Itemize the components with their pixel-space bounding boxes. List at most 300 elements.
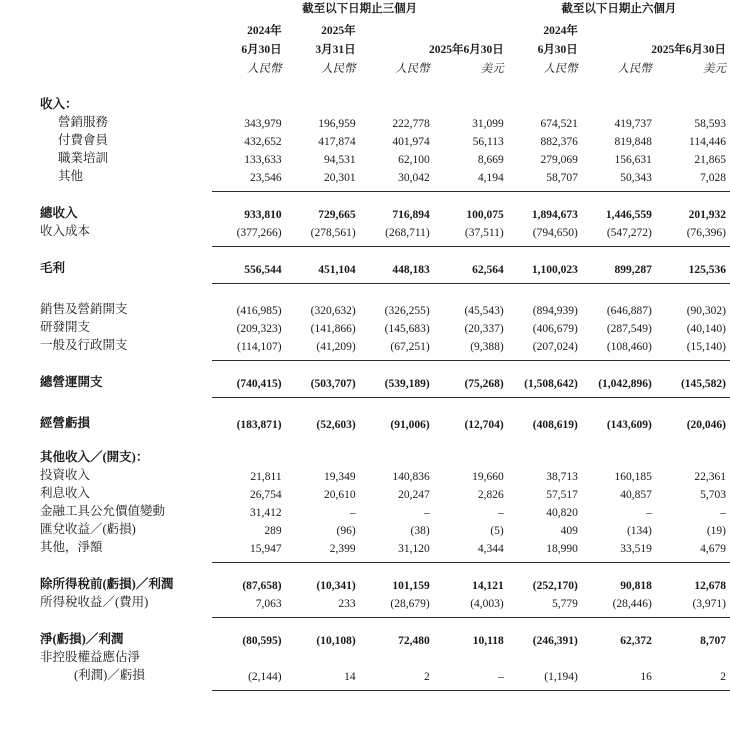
row-label-investment-income: 投資收入: [40, 468, 91, 482]
cell: (67,251): [390, 341, 430, 353]
cell: (377,266): [236, 227, 282, 239]
cell: 401,974: [392, 136, 430, 148]
row-label-interest-income: 利息收入: [40, 486, 91, 500]
spacer-cell: [0, 397, 730, 413]
cell: [286, 647, 360, 665]
header-currency-spacer: [0, 57, 212, 82]
cell: 160,185: [614, 471, 652, 483]
cell: 933,810: [244, 209, 282, 221]
cell: 2,826: [477, 489, 504, 501]
row-label-sales-marketing: 銷售及營銷開支: [40, 302, 128, 316]
cell: 38,713: [546, 471, 578, 483]
cell: 125,536: [688, 264, 726, 276]
row-label-total-opex: 總營運開支: [40, 375, 103, 389]
row-label-cost-of-revenue: 收入成本: [40, 224, 91, 238]
cell: [360, 94, 434, 112]
row-label-other-revenue: 其他: [58, 169, 84, 183]
header-currency-col6: 人民幣: [617, 63, 652, 75]
cell: (80,595): [242, 635, 282, 647]
row-label-operating-loss: 經營虧損: [40, 416, 91, 430]
spacer-cell: [0, 431, 730, 447]
cell: 56,113: [472, 136, 504, 148]
spacer-cell: [0, 191, 730, 203]
table-body: [0, 82, 730, 690]
table-header: [0, 0, 730, 82]
cell: (87,658): [242, 580, 282, 592]
cell: (40,140): [686, 323, 726, 335]
cell: (20,337): [464, 323, 504, 335]
cell: 94,531: [324, 154, 356, 166]
cell: 1,894,673: [531, 209, 578, 221]
rule-cell: [286, 555, 360, 562]
table-row: [0, 413, 730, 431]
rule-spacer: [0, 353, 212, 360]
rule-cell: [434, 555, 508, 562]
header-year-row: [0, 18, 730, 38]
cell: 62,564: [472, 264, 504, 276]
row-label-research-dev: 研發開支: [40, 320, 91, 334]
cell: (76,396): [686, 227, 726, 239]
cell: –: [498, 671, 504, 683]
cell: [434, 647, 508, 665]
cell: 26,754: [250, 489, 282, 501]
spacer-row: [0, 617, 730, 629]
spacer-cell: [0, 246, 730, 258]
cell: 4,679: [700, 543, 726, 555]
rule-cell: [434, 184, 508, 191]
cell: [434, 447, 508, 465]
rule-cell: [286, 610, 360, 617]
table-row: [0, 519, 730, 537]
cell: 20,301: [324, 172, 356, 184]
cell: 100,075: [466, 209, 504, 221]
cell: 72,480: [398, 635, 430, 647]
rule-cell: [212, 276, 286, 283]
cell: (320,632): [310, 305, 356, 317]
rule-cell: [656, 555, 730, 562]
spacer-cell: [0, 82, 730, 94]
cell: [508, 447, 582, 465]
rule-cell: [582, 390, 656, 397]
cell: (406,679): [532, 323, 578, 335]
cell: 31,099: [472, 118, 504, 130]
rule-cell: [360, 353, 434, 360]
cell: (145,683): [384, 323, 430, 335]
table-row: [0, 166, 730, 184]
cell: (28,679): [390, 598, 430, 610]
spacer-row: [0, 191, 730, 203]
cell: (15,140): [686, 341, 726, 353]
cell: (96): [336, 525, 356, 537]
table-row: [0, 130, 730, 148]
subtotal-rule: [0, 184, 730, 191]
cell: [508, 647, 582, 665]
row-label-nci-line2: (利潤)／虧損: [74, 668, 145, 682]
cell: (12,704): [464, 419, 504, 431]
table-row: [0, 221, 730, 239]
cell: 729,665: [318, 209, 356, 221]
row-label-fx-gain-loss: 匯兌收益／(虧損): [40, 522, 136, 536]
row-label-vocational-training: 職業培訓: [58, 151, 109, 165]
cell: 140,836: [392, 471, 430, 483]
cell: 7,063: [255, 598, 282, 610]
cell: 20,610: [324, 489, 356, 501]
cell: (143,609): [606, 419, 652, 431]
rule-cell: [582, 353, 656, 360]
spacer-row: [0, 360, 730, 372]
rule-cell: [582, 610, 656, 617]
row-label-paid-membership: 付費會員: [58, 133, 109, 147]
rule-cell: [212, 239, 286, 246]
cell: (90,302): [686, 305, 726, 317]
rule-cell: [212, 683, 286, 690]
rule-spacer: [0, 390, 212, 397]
rule-cell: [360, 276, 434, 283]
rule-cell: [434, 276, 508, 283]
table-row: [0, 629, 730, 647]
cell: (183,871): [236, 419, 282, 431]
rule-cell: [360, 390, 434, 397]
cell: 10,118: [472, 635, 504, 647]
table-row: [0, 501, 730, 519]
cell: (134): [626, 525, 652, 537]
cell: 279,069: [540, 154, 578, 166]
cell: (3,971): [692, 598, 726, 610]
cell: (1,042,896): [598, 378, 652, 390]
rule-cell: [212, 353, 286, 360]
cell: (141,866): [310, 323, 356, 335]
rule-spacer: [0, 610, 212, 617]
cell: 8,669: [477, 154, 504, 166]
cell: [582, 94, 656, 112]
cell: 21,865: [694, 154, 726, 166]
rule-cell: [508, 239, 582, 246]
cell: (646,887): [606, 305, 652, 317]
cell: 882,376: [540, 136, 578, 148]
rule-cell: [656, 276, 730, 283]
header-date-col5: 6月30日: [537, 44, 578, 56]
row-label-fair-value-change: 金融工具公允價值變動: [40, 504, 166, 518]
subtotal-rule: [0, 683, 730, 690]
spacer-row: [0, 246, 730, 258]
cell: 14: [344, 671, 356, 683]
cell: [286, 447, 360, 465]
header-year-col3: [360, 18, 434, 38]
rule-cell: [508, 276, 582, 283]
row-label-other-net: 其他，淨額: [40, 540, 103, 554]
cell: (38): [410, 525, 430, 537]
cell: 14,121: [472, 580, 504, 592]
cell: 62,372: [620, 635, 652, 647]
cell: 716,894: [392, 209, 430, 221]
header-group-six-months: 截至以下日期止六個月: [561, 3, 677, 15]
cell: (41,209): [316, 341, 356, 353]
row-label-nci-line1: 非控股權益應佔淨: [40, 650, 141, 664]
rule-spacer: [0, 555, 212, 562]
cell: 5,703: [700, 489, 726, 501]
cell: (4,003): [470, 598, 504, 610]
cell: –: [646, 507, 652, 519]
rule-cell: [508, 184, 582, 191]
cell: [434, 94, 508, 112]
cell: (503,707): [310, 378, 356, 390]
table-row: [0, 665, 730, 683]
rule-cell: [286, 390, 360, 397]
rule-spacer: [0, 683, 212, 690]
rule-cell: [656, 390, 730, 397]
cell: (5): [490, 525, 504, 537]
cell: 201,932: [688, 209, 726, 221]
rule-cell: [582, 276, 656, 283]
cell: 289: [264, 525, 282, 537]
cell: (10,341): [316, 580, 356, 592]
cell: 417,874: [318, 136, 356, 148]
cell: 40,857: [620, 489, 652, 501]
cell: [286, 94, 360, 112]
spacer-row: [0, 397, 730, 413]
cell: 15,947: [250, 543, 282, 555]
cell: 16: [640, 671, 652, 683]
rule-cell: [212, 184, 286, 191]
cell: 101,159: [392, 580, 430, 592]
table-row: [0, 317, 730, 335]
cell: [582, 447, 656, 465]
table-row: [0, 94, 730, 112]
cell: 90,818: [620, 580, 652, 592]
cell: 31,120: [398, 543, 430, 555]
rule-cell: [360, 683, 434, 690]
header-currency-col5: 人民幣: [543, 63, 578, 75]
rule-cell: [434, 239, 508, 246]
subtotal-rule: [0, 555, 730, 562]
cell: 31,412: [250, 507, 282, 519]
cell: (52,603): [316, 419, 356, 431]
header-year-col5: 2024年: [543, 25, 578, 37]
cell: 819,848: [614, 136, 652, 148]
rule-cell: [360, 239, 434, 246]
cell: (207,024): [532, 341, 578, 353]
cell: 22,361: [694, 471, 726, 483]
rule-cell: [286, 239, 360, 246]
subtotal-rule: [0, 610, 730, 617]
table-row: [0, 335, 730, 353]
header-group-three-months: 截至以下日期止三個月: [302, 3, 418, 15]
header-year-col7: [656, 18, 730, 38]
cell: (539,189): [384, 378, 430, 390]
header-year-col1: 2024年: [247, 25, 282, 37]
header-group-row: [0, 0, 730, 18]
cell: 40,820: [546, 507, 578, 519]
cell: (114,107): [237, 341, 282, 353]
cell: 451,104: [318, 264, 356, 276]
table-row: [0, 447, 730, 465]
cell: (108,460): [606, 341, 652, 353]
rule-cell: [508, 555, 582, 562]
row-label-gross-profit: 毛利: [40, 261, 66, 275]
cell: 12,678: [694, 580, 726, 592]
cell: 57,517: [546, 489, 578, 501]
subtotal-rule: [0, 353, 730, 360]
cell: (91,006): [390, 419, 430, 431]
header-currency-col4: 美元: [480, 63, 504, 75]
cell: –: [423, 507, 430, 519]
rule-cell: [656, 683, 730, 690]
header-currency-col3: 人民幣: [395, 63, 430, 75]
cell: 343,979: [244, 118, 282, 130]
header-date-col3: 2025年6月30日: [429, 44, 504, 56]
table-row: [0, 465, 730, 483]
table-row: [0, 647, 730, 665]
rule-cell: [582, 683, 656, 690]
header-date-col2: 3月31日: [315, 44, 356, 56]
spacer-row: [0, 562, 730, 574]
cell: (28,446): [612, 598, 652, 610]
cell: 432,652: [244, 136, 282, 148]
header-year-col2: 2025年: [321, 25, 356, 37]
cell: [360, 647, 434, 665]
cell: (416,985): [236, 305, 282, 317]
rule-spacer: [0, 239, 212, 246]
cell: [582, 647, 656, 665]
rule-spacer: [0, 184, 212, 191]
cell: (75,268): [464, 378, 504, 390]
rule-cell: [212, 555, 286, 562]
table-row: [0, 372, 730, 390]
cell: (246,391): [532, 635, 578, 647]
cell: (145,582): [680, 378, 726, 390]
cell: 7,028: [700, 172, 726, 184]
cell: 1,446,559: [605, 209, 652, 221]
rule-cell: [360, 610, 434, 617]
header-date-col6: 2025年6月30日: [651, 44, 726, 56]
header-date-col1: 6月30日: [241, 44, 282, 56]
header-date-spacer: [0, 38, 212, 57]
cell: (894,939): [532, 305, 578, 317]
cell: 222,778: [392, 118, 430, 130]
header-currency-col2: 人民幣: [321, 63, 356, 75]
cell: 2: [423, 671, 430, 683]
cell: 30,042: [398, 172, 430, 184]
row-label-total-revenue: 總收入: [40, 206, 78, 220]
cell: [212, 447, 286, 465]
rule-cell: [286, 276, 360, 283]
rule-cell: [656, 184, 730, 191]
cell: 20,247: [398, 489, 430, 501]
cell: 114,446: [689, 136, 726, 148]
cell: (278,561): [310, 227, 356, 239]
table-row: [0, 299, 730, 317]
cell: 58,593: [694, 118, 726, 130]
spacer-cell: [0, 360, 730, 372]
rule-cell: [434, 610, 508, 617]
cell: 58,707: [546, 172, 578, 184]
cell: (2,144): [248, 671, 282, 683]
cell: (10,108): [316, 635, 356, 647]
cell: 62,100: [398, 154, 430, 166]
rule-cell: [508, 610, 582, 617]
header-currency-row: [0, 57, 730, 82]
cell: [656, 647, 730, 665]
rule-cell: [360, 555, 434, 562]
rule-cell: [508, 683, 582, 690]
cell: (20,046): [686, 419, 726, 431]
cell: 556,544: [244, 264, 282, 276]
subtotal-rule: [0, 239, 730, 246]
cell: (37,511): [464, 227, 504, 239]
cell: 33,519: [620, 543, 652, 555]
rule-cell: [212, 610, 286, 617]
cell: 21,811: [250, 471, 282, 483]
header-currency-col1: 人民幣: [247, 63, 282, 75]
cell: (252,170): [532, 580, 578, 592]
rule-cell: [434, 353, 508, 360]
row-label-net-loss-profit: 淨(虧損)／利潤: [40, 632, 124, 646]
cell: (1,194): [544, 671, 578, 683]
cell: [656, 94, 730, 112]
cell: 23,546: [250, 172, 282, 184]
cell: 19,660: [472, 471, 504, 483]
rule-cell: [582, 239, 656, 246]
cell: –: [349, 507, 356, 519]
cell: [508, 94, 582, 112]
header-year-col6: [582, 18, 656, 38]
cell: 196,959: [318, 118, 356, 130]
table-row: [0, 592, 730, 610]
cell: 448,183: [392, 264, 430, 276]
cell: 409: [560, 525, 578, 537]
row-label-pretax: 除所得稅前(虧損)／利潤: [40, 577, 174, 591]
header-date-row: [0, 38, 730, 57]
cell: [212, 647, 286, 665]
cell: (408,619): [532, 419, 578, 431]
rule-cell: [286, 184, 360, 191]
rule-cell: [286, 683, 360, 690]
rule-cell: [656, 353, 730, 360]
cell: 2,399: [329, 543, 356, 555]
cell: 50,343: [620, 172, 652, 184]
row-label-other-income-heading: 其他收入／(開支)：: [40, 450, 149, 464]
cell: (326,255): [384, 305, 430, 317]
rule-spacer: [0, 276, 212, 283]
cell: (740,415): [236, 378, 282, 390]
subtotal-rule: [0, 390, 730, 397]
cell: [212, 94, 286, 112]
table-row: [0, 148, 730, 166]
table-row: [0, 112, 730, 130]
table-row: [0, 258, 730, 276]
rule-cell: [434, 390, 508, 397]
cell: 4,194: [477, 172, 504, 184]
header-currency-col7: 美元: [703, 63, 726, 75]
row-label-revenue-heading: 收入：: [40, 97, 78, 111]
spacer-row: [0, 82, 730, 94]
cell: 674,521: [540, 118, 578, 130]
cell: 19,349: [324, 471, 356, 483]
cell: (19): [706, 525, 726, 537]
spacer-row: [0, 283, 730, 299]
cell: 156,631: [614, 154, 652, 166]
rule-cell: [656, 239, 730, 246]
rule-cell: [582, 184, 656, 191]
cell: 233: [338, 598, 356, 610]
spacer-cell: [0, 617, 730, 629]
rule-cell: [656, 610, 730, 617]
cell: 18,990: [546, 543, 578, 555]
cell: 5,779: [551, 598, 578, 610]
table-row: [0, 203, 730, 221]
table-row: [0, 537, 730, 555]
cell: 1,100,023: [531, 264, 578, 276]
